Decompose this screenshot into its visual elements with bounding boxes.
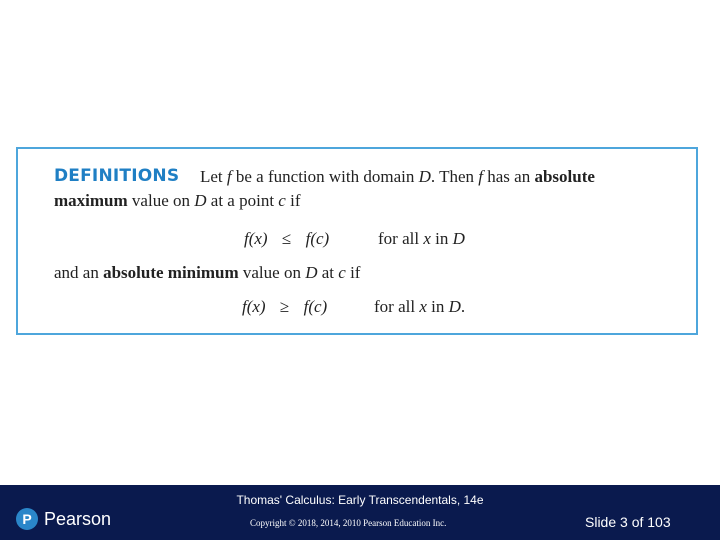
copyright-notice: Copyright © 2018, 2014, 2010 Pearson Education Inc. [250,518,447,528]
slide-footer [0,485,720,540]
min-inequality: f(x) ≥ f(c) [242,297,328,316]
min-condition: for all x in D. [374,297,466,316]
max-condition: for all x in D [378,229,465,248]
definition-line-1: Let f be a function with domain D. Then f has an absolute [200,167,595,186]
definition-line-2: maximum value on D at a point c if [54,191,301,210]
max-inequality: f(x) ≤ f(c) [244,229,330,248]
definition-box [16,147,698,335]
pearson-logo-icon: P [16,508,38,530]
definition-line-3: and an absolute minimum value on D at c if [54,263,361,282]
book-title: Thomas' Calculus: Early Transcendentals, 14e [236,493,484,507]
pearson-logo [16,508,111,530]
slide-number: Slide 3 of 103 [585,514,671,530]
definition-heading: DEFINITIONS [54,166,180,186]
pearson-logo-word: Pearson [44,508,112,529]
